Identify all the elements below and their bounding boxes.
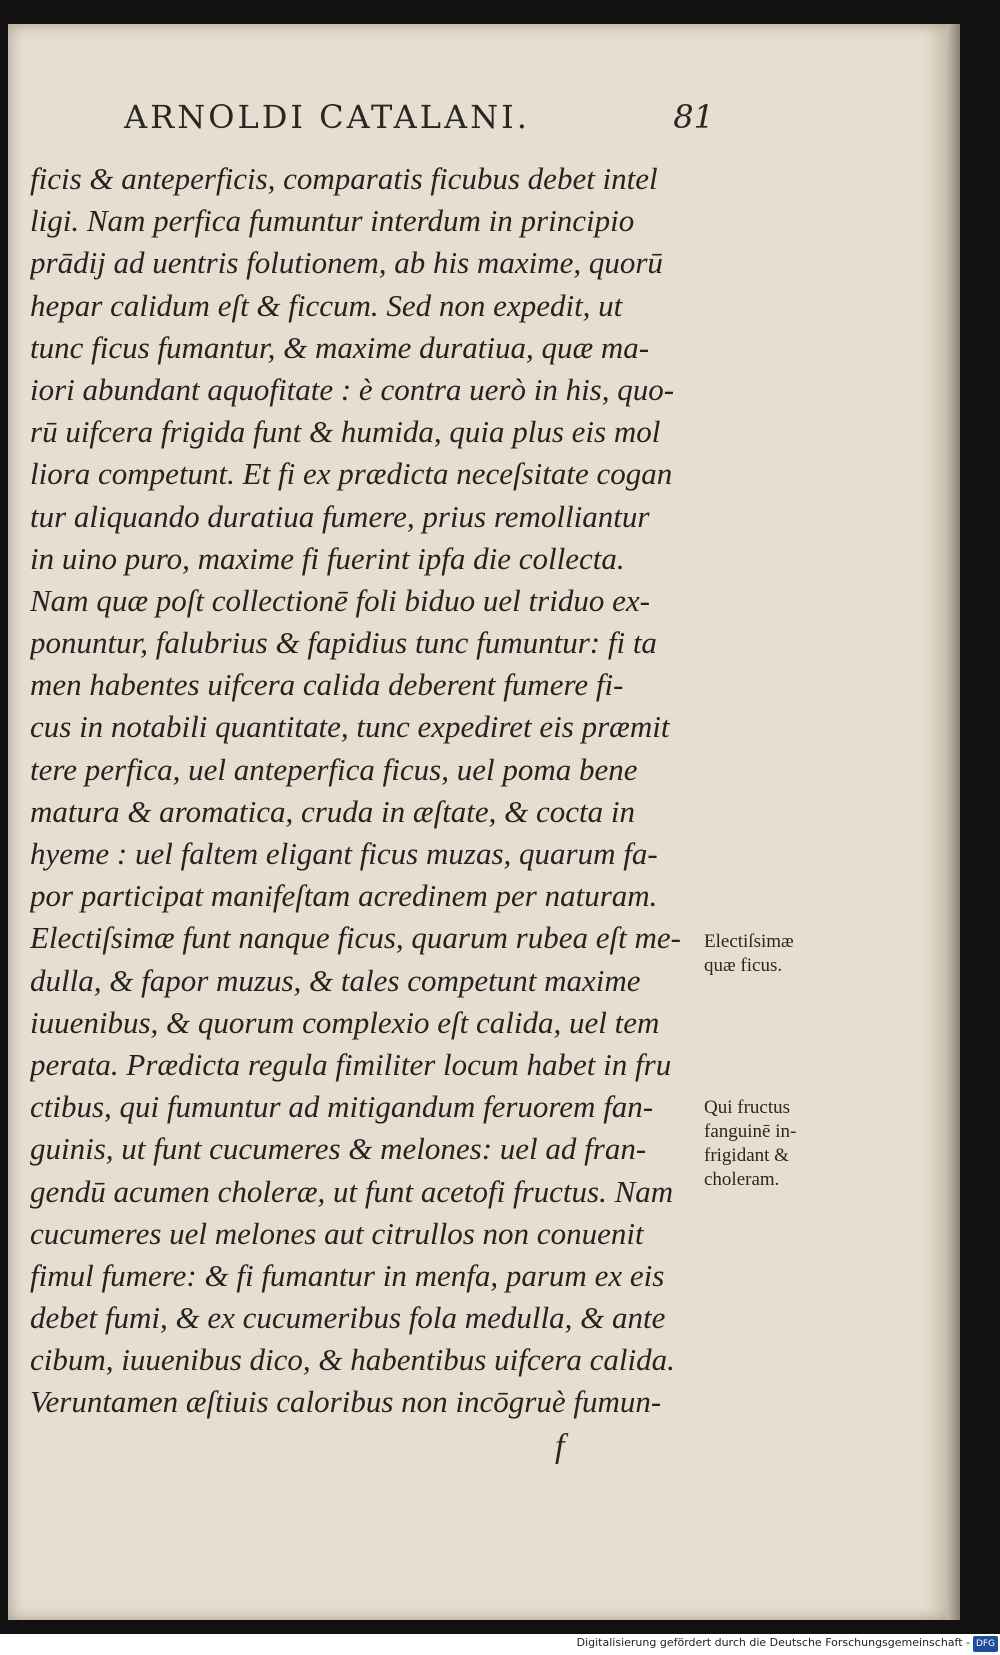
dfg-logo: DFG [973,1636,998,1652]
marginal-note-line: Qui fructus [704,1097,791,1118]
text-line: gendū acumen choleræ, ut funt acetofi fructus. Nam [30,1173,674,1209]
text-line: liora competunt. Et fi ex prædicta neceſsitate cogan [30,456,673,492]
text-line: prādij ad uentris folutionem, ab his maxime, quorū [30,245,663,281]
marginal-note [704,1096,844,1192]
main-text-block [30,158,702,1424]
text-line: tur aliquando duratiua fumere, prius remolliantur [30,498,650,534]
text-line: Electiſsimæ funt nanque ficus, quarum rubea eſt me- [30,920,681,956]
page-number: 81 [673,98,714,136]
footer-credit: Digitalisierung gefördert durch die Deutsche Forschungsgemeinschaft - [576,1636,970,1649]
text-line: tunc ficus fumantur, & maxime duratiua, quæ ma- [30,329,650,365]
text-line: cucumeres uel melones aut citrullos non conuenit [30,1215,644,1251]
text-line: perata. Prædicta regula fimiliter locum habet in fru [30,1046,672,1082]
text-line: guinis, ut funt cucumeres & melones: uel ad fran- [30,1131,647,1167]
text-line: Nam quæ poſt collectionē foli biduo uel triduo ex- [30,582,650,618]
text-line: fimul fumere: & fi fumantur in menfa, parum ex eis [30,1257,665,1293]
text-line: por participat manifeſtam acredinem per naturam. [30,878,658,914]
text-line: iuuenibus, & quorum complexio eſt calida, uel tem [30,1004,660,1040]
text-line: matura & aromatica, cruda in æſtate, & cocta in [30,793,636,829]
text-line: dulla, & fapor muzus, & tales competunt maxime [30,962,641,998]
text-line: cus in notabili quantitate, tunc expediret eis præmit [30,709,670,745]
page-edge [946,24,960,1620]
text-line: rū uifcera frigida funt & humida, quia plus eis mol [30,414,661,450]
text-line: ficis & anteperficis, comparatis ficubus debet intel [30,161,658,196]
text-line: men habentes uifcera calida deberent fumere fi- [30,667,624,703]
marginal-note-line: choleram. [704,1169,780,1190]
text-line: hepar calidum eſt & ficcum. Sed non expedit, ut [30,287,623,323]
footer-bar [0,1634,1000,1655]
text-line: tere perfica, uel anteperfica ficus, uel poma bene [30,751,638,787]
marginal-note-line: frigidant & [704,1145,789,1166]
marginal-note-line: Electiſsimæ [704,931,794,952]
marginal-note [704,930,844,978]
marginal-note-line: quæ ficus. [704,955,783,976]
text-line: debet fumi, & ex cucumeribus fola medulla, & ante [30,1300,666,1336]
text-line: ctibus, qui fumuntur ad mitigandum feruorem fan- [30,1089,654,1125]
text-line: ponuntur, falubrius & fapidius tunc fumuntur: fi ta [30,625,657,661]
text-line: iori abundant aquofitate : è contra uerò in his, quo- [30,371,675,407]
text-line: in uino puro, maxime fi fuerint ipfa die collecta. [30,540,625,576]
text-line: hyeme : uel faltem eligant ficus muzas, quarum fa- [30,836,658,871]
marginal-note-line: fanguinē in- [704,1121,797,1142]
running-header [124,98,714,152]
text-line: ligi. Nam perfica fumuntur interdum in principio [30,203,635,239]
running-title: ARNOLDI CATALANI. [124,98,530,136]
text-line: Veruntamen æſtiuis caloribus non incōgruè fumun- [30,1384,662,1420]
signature-mark: f [555,1428,565,1465]
text-line: cibum, iuuenibus dico, & habentibus uifcera calida. [30,1342,675,1378]
